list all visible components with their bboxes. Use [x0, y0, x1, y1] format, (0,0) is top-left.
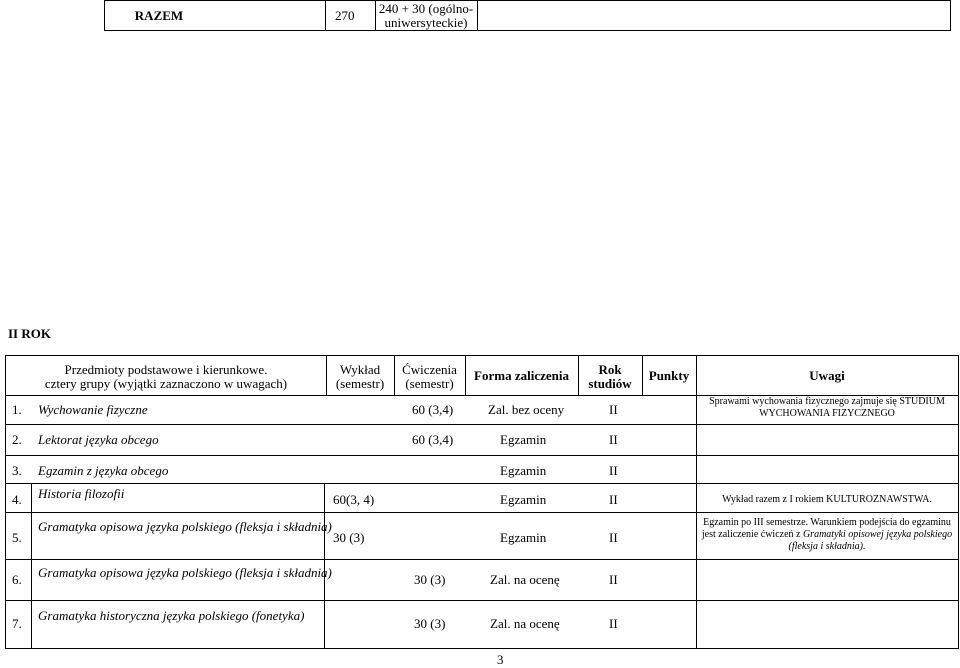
row-form: Zal. bez oceny [488, 402, 565, 417]
page-number: 3 [497, 652, 504, 667]
header-lecture-line1: Wykład [339, 362, 381, 377]
header-notes: Uwagi [809, 368, 845, 383]
row-form: Egzamin [500, 492, 547, 507]
row-number: 2. [12, 432, 22, 447]
row-subject: Wychowanie fizyczne [38, 402, 148, 417]
row-year: II [609, 402, 618, 417]
header-points: Punkty [648, 368, 690, 383]
row-subject: Egzamin z języka obcego [38, 463, 169, 478]
header-subjects-line2: cztery grupy (wyjątki zaznaczono w uwagach) [44, 376, 288, 391]
header-subjects-line1: Przedmioty podstawowe i kierunkowe. [64, 362, 268, 377]
summary-hours: 270 [335, 8, 355, 23]
row-subject: Gramatyka historyczna języka polskiego (fonetyka) [38, 608, 305, 623]
header-exercises-line2: (semestr) [405, 376, 454, 391]
row-note-line1: Sprawami wychowania fizycznego zajmuje się STUDIUM [709, 396, 945, 407]
header-lecture-line2: (semestr) [335, 376, 385, 391]
row-hours: 30 (3) [414, 616, 446, 631]
row-number: 4. [12, 492, 22, 507]
summary-label: RAZEM [134, 8, 184, 23]
header-year-line2: studiów [588, 376, 632, 391]
row-year: II [609, 432, 618, 447]
row-number: 3. [12, 463, 22, 478]
summary-note-line2: uniwersyteckie) [384, 15, 468, 30]
row-subject: Historia filozofii [38, 486, 125, 501]
row-note-line2-prefix: jest zaliczenie ćwiczeń z [701, 529, 803, 540]
row-year: II [609, 616, 618, 631]
row-subject: Gramatyka opisowa języka polskiego (fleksja i składnia) [38, 519, 332, 534]
row-number: 1. [12, 402, 22, 417]
row-note-line1: Egzamin po III semestrze. Warunkiem podejścia do egzaminu [703, 517, 951, 528]
row-note: Wykład razem z I rokiem KULTUROZNAWSTWA. [722, 494, 932, 505]
row-form: Zal. na ocenę [490, 572, 560, 587]
row-year: II [609, 572, 618, 587]
row-note-line2-italic: Gramatyki opisowej języka polskiego [802, 529, 953, 540]
row-form: Egzamin [500, 463, 547, 478]
row-subject: Lektorat języka obcego [38, 432, 159, 447]
row-hours: 30 (3) [333, 530, 365, 545]
header-exercises-line1: Ćwiczenia [402, 362, 457, 377]
row-form: Egzamin [500, 530, 547, 545]
row-form: Egzamin [500, 432, 547, 447]
row-year: II [609, 463, 618, 478]
row-year: II [609, 492, 618, 507]
row-note-line3: (fleksja i składnia). [788, 541, 866, 552]
row-year: II [609, 530, 618, 545]
row-hours: 30 (3) [414, 572, 446, 587]
row-number: 7. [12, 616, 22, 631]
section-title: II ROK [8, 326, 51, 341]
summary-note-line1: 240 + 30 (ogólno- [378, 1, 474, 16]
row-subject: Gramatyka opisowa języka polskiego (fleksja i składnia) [38, 565, 332, 580]
row-hours: 60 (3,4) [412, 432, 454, 447]
row-note-line2 [696, 529, 958, 540]
row-note-line2: WYCHOWANIA FIZYCZNEGO [759, 408, 895, 419]
row-hours: 60(3, 4) [333, 492, 375, 507]
row-hours: 60 (3,4) [412, 402, 454, 417]
header-form: Forma zaliczenia [474, 368, 569, 383]
header-year-line1: Rok [598, 362, 622, 377]
row-number: 5. [12, 530, 22, 545]
row-form: Zal. na ocenę [490, 616, 560, 631]
row-number: 6. [12, 572, 22, 587]
